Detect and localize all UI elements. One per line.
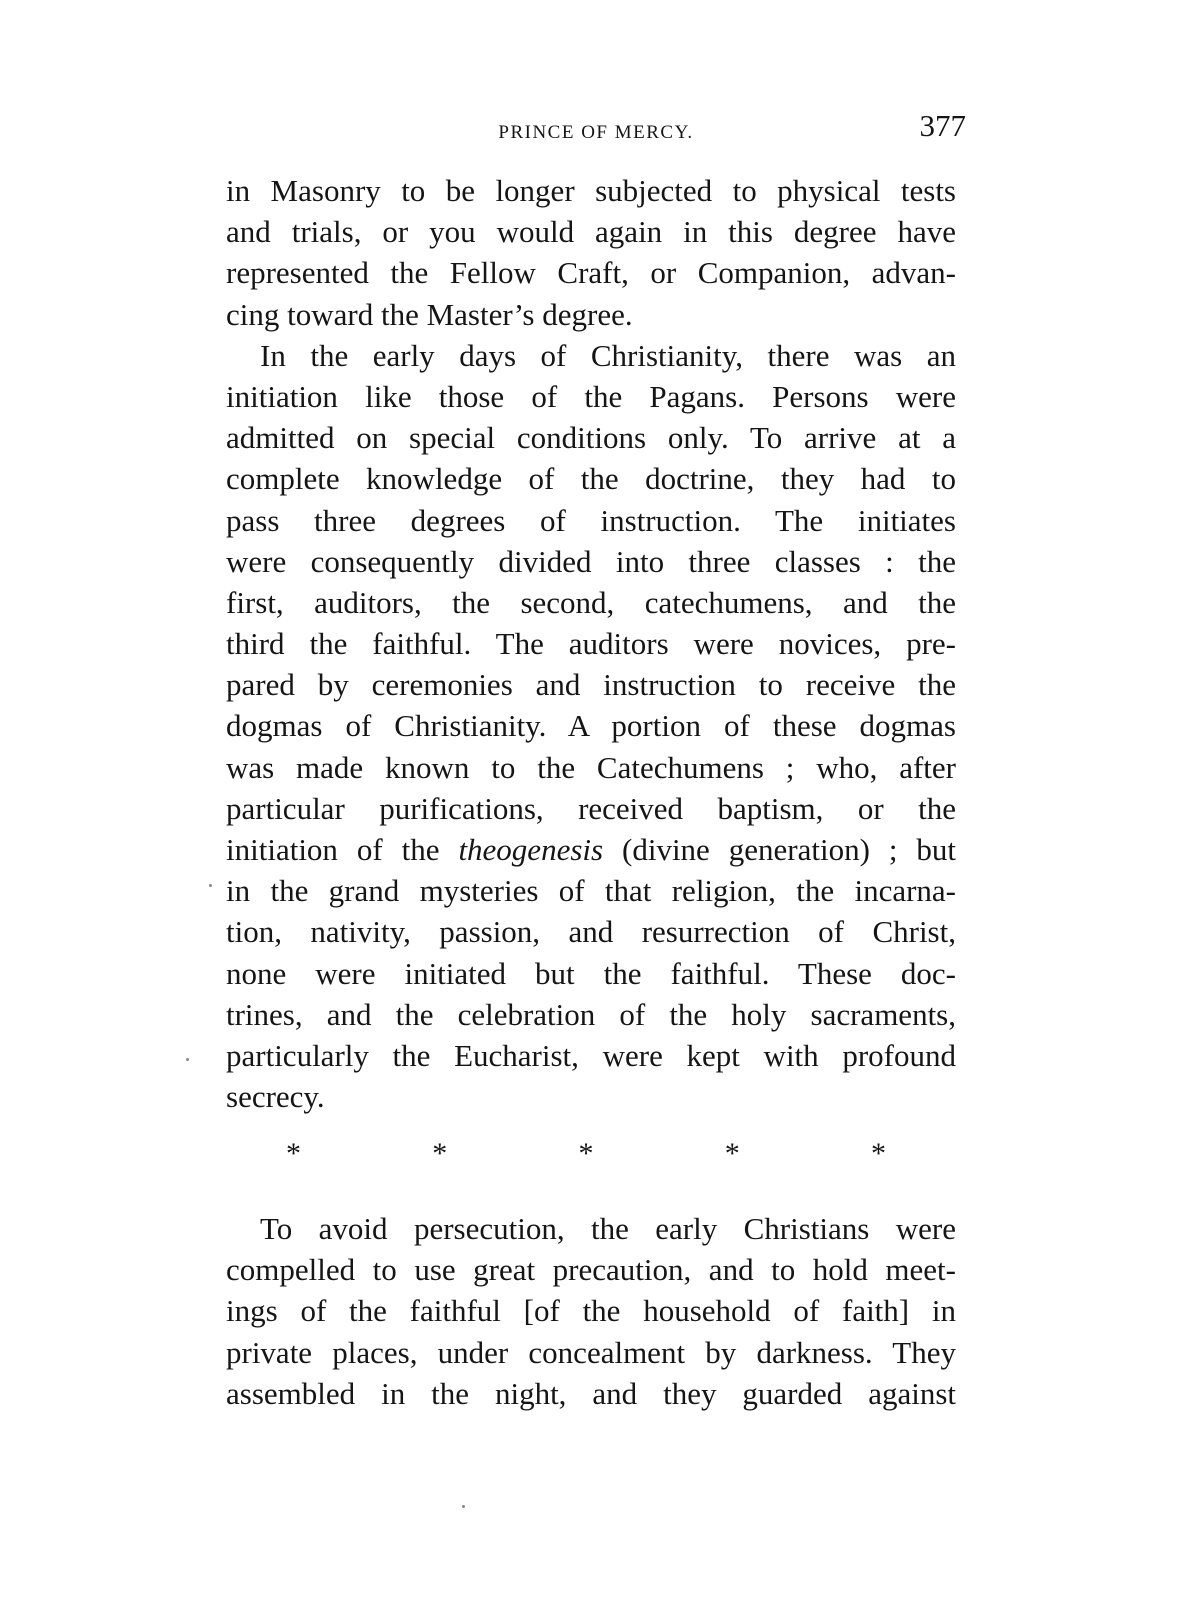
text-line: To avoid persecution, the early Christians were	[260, 1211, 956, 1246]
asterisk-ornament: *	[578, 1137, 594, 1170]
asterisk-ornament: *	[871, 1137, 886, 1170]
scan-speck	[209, 884, 212, 887]
text-line: first, auditors, the second, catechumens, and the	[226, 584, 956, 620]
text-line: pared by ceremonies and instruction to receive the	[226, 667, 956, 703]
text-line: pass three degrees of instruction. The initiates	[226, 502, 956, 538]
running-head	[226, 108, 966, 152]
text-line: tion, nativity, passion, and resurrection of Christ,	[226, 914, 956, 950]
paragraph	[226, 1208, 956, 1414]
text-line: and trials, or you would again in this degree have	[226, 214, 956, 250]
text-line: cing toward the Master’s degree.	[226, 296, 633, 332]
scan-speck	[186, 1058, 189, 1061]
body-text-continued	[226, 1208, 956, 1414]
text-line: private places, under concealment by darkness. They	[226, 1334, 956, 1370]
text-line: initiation like those of the Pagans. Persons were	[226, 378, 956, 414]
paragraph	[226, 170, 956, 335]
asterisk-ornament: *	[432, 1137, 448, 1170]
text-line: secrecy.	[226, 1079, 325, 1115]
text-line: admitted on special conditions only. To arrive at a	[226, 420, 956, 456]
text-line: in the grand mysteries of that religion, the incarna-	[226, 873, 956, 909]
text-line: was made known to the Catechumens ; who, after	[226, 749, 956, 785]
page-number: 377	[919, 108, 966, 143]
text-line: trines, and the celebration of the holy sacraments,	[226, 996, 956, 1032]
text-fragment: initiation of the	[226, 832, 459, 867]
text-line: complete knowledge of the doctrine, they had to	[226, 461, 956, 497]
text-fragment: (divine generation) ; but	[603, 832, 956, 867]
text-line: In the early days of Christianity, there was an	[260, 337, 956, 373]
text-line: ings of the faithful [of the household of faith] in	[226, 1293, 956, 1329]
text-line: were consequently divided into three classes : the	[226, 543, 956, 579]
text-line-mixed	[226, 829, 956, 870]
text-line: third the faithful. The auditors were novices, pre-	[226, 626, 956, 662]
italic-term: theogenesis	[458, 832, 604, 867]
text-line: in Masonry to be longer subjected to physical tests	[226, 173, 956, 208]
asterisk-ornament: *	[724, 1137, 740, 1170]
paragraph	[226, 335, 956, 1118]
text-line: represented the Fellow Craft, or Companion, advan-	[226, 255, 956, 291]
text-line: assembled in the night, and they guarded against	[226, 1375, 956, 1411]
text-line: compelled to use great precaution, and to hold meet-	[226, 1252, 956, 1288]
text-line: none were initiated but the faithful. These doc-	[226, 955, 956, 991]
text-line: particularly the Eucharist, were kept with profound	[226, 1037, 956, 1073]
asterisk-ornament: *	[286, 1137, 301, 1170]
body-text	[226, 170, 956, 1117]
text-line: particular purifications, received baptism, or the	[226, 790, 956, 826]
section-break	[286, 1137, 886, 1177]
scan-speck	[462, 1505, 465, 1508]
running-title: PRINCE OF MERCY.	[498, 122, 694, 143]
text-line: dogmas of Christianity. A portion of these dogmas	[226, 708, 956, 744]
